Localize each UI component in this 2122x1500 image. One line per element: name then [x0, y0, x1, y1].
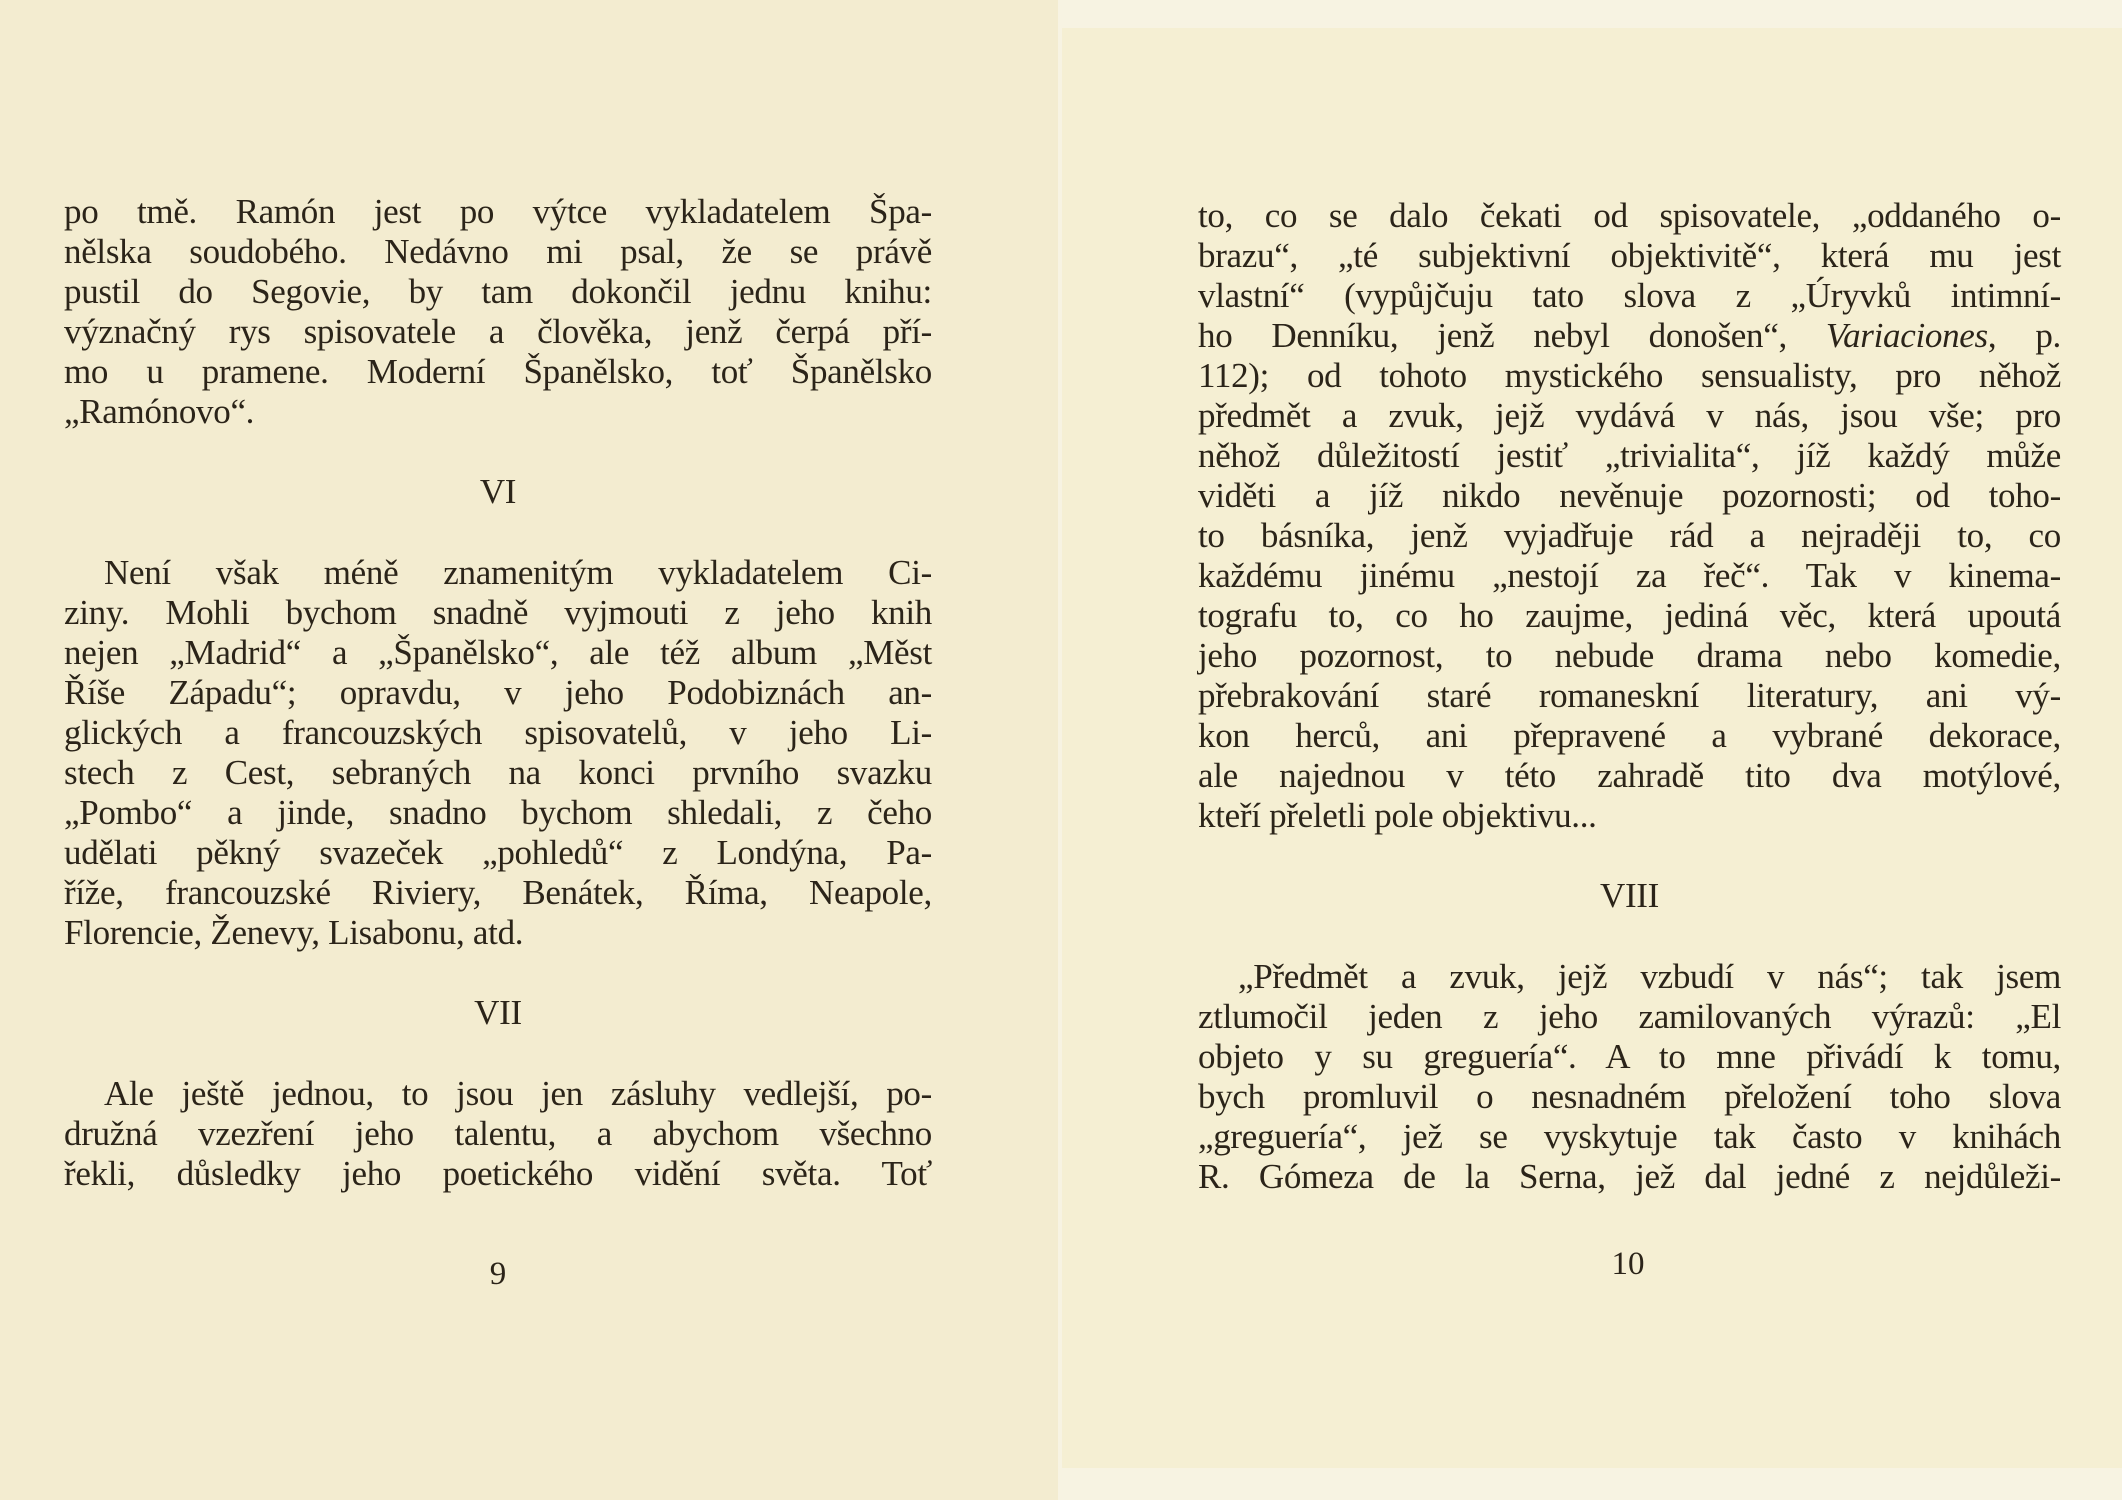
text-fragment: , p. — [1987, 316, 2061, 355]
text-line: po tmě. Ramón jest po výtce vykladatelem Špa- — [64, 192, 932, 231]
left-page — [0, 0, 1058, 1500]
text-line: Ale ještě jednou, to jsou jen zásluhy vedlejší, po- — [104, 1074, 932, 1113]
text-line: družná vzezření jeho talentu, a abychom všechno — [64, 1114, 932, 1153]
text-line: udělati pěkný svazeček „pohledů“ z Londýna, Pa- — [64, 833, 932, 872]
text-line: jeho pozornost, to nebude drama nebo komedie, — [1198, 636, 2061, 675]
text-line: 112); od tohoto mystického sensualisty, pro něhož — [1198, 356, 2061, 395]
text-line: objeto y su greguería“. A to mne přivádí k tomu, — [1198, 1037, 2061, 1076]
book-title-italic: Variaciones — [1825, 316, 1988, 355]
text-line: vlastní“ (vypůjčuju tato slova z „Úryvků intimní- — [1198, 276, 2061, 315]
text-line: bych promluvil o nesnadném přeložení toho slova — [1198, 1077, 2061, 1116]
text-line: ziny. Mohli bychom snadně vyjmouti z jeho knih — [64, 593, 932, 632]
paragraph — [1198, 196, 2061, 836]
text-line: „Ramónovo“. — [64, 392, 255, 431]
text-line: „Předmět a zvuk, jejž vzbudí v nás“; tak jsem — [1238, 957, 2061, 996]
text-line: ale najednou v této zahradě tito dva motýlové, — [1198, 756, 2061, 795]
text-line: Říše Západu“; opravdu, v jeho Podobiznách an- — [64, 673, 932, 712]
text-line: stech z Cest, sebraných na konci prvního svazku — [64, 753, 932, 792]
left-text-column — [64, 192, 932, 1194]
text-line: Florencie, Ženevy, Lisabonu, atd. — [64, 913, 524, 952]
text-line: pustil do Segovie, by tam dokončil jednu knihu: — [64, 272, 932, 311]
text-line: nělska soudobého. Nedávno mi psal, že se právě — [64, 232, 932, 271]
text-line: přebrakování staré romaneskní literatury, ani vý- — [1198, 676, 2061, 715]
text-line: to básníka, jenž vyjadřuje rád a nejraději to, co — [1198, 516, 2061, 555]
text-line: „Pombo“ a jinde, snadno bychom shledali, z čeho — [64, 793, 932, 832]
text-line: „greguería“, jež se vyskytuje tak často v knihách — [1198, 1117, 2061, 1156]
page-number: 10 — [1611, 1246, 1645, 1282]
text-line: to, co se dalo čekati od spisovatele, „oddaného o- — [1198, 196, 2061, 235]
page-number: 9 — [489, 1256, 507, 1292]
text-line: mo u pramene. Moderní Španělsko, toť Španělsko — [64, 352, 932, 391]
text-line: viděti a jíž nikdo nevěnuje pozornosti; od toho- — [1198, 476, 2061, 515]
text-line: kon herců, ani přepravené a vybrané dekorace, — [1198, 716, 2061, 755]
text-line: význačný rys spisovatele a člověka, jenž čerpá pří- — [64, 312, 932, 351]
text-line: ztlumočil jeden z jeho zamilovaných výrazů: „El — [1198, 997, 2061, 1036]
text-line: brazu“, „té subjektivní objektivitě“, která mu jest — [1198, 236, 2061, 275]
text-line: něhož důležitostí jestiť „trivialita“, jíž každý může — [1198, 436, 2061, 475]
text-line: nejen „Madrid“ a „Španělsko“, ale též album „Měst — [64, 633, 932, 672]
text-line: tografu to, co ho zaujme, jediná věc, která upoutá — [1198, 596, 2061, 635]
paragraph — [64, 553, 932, 953]
section-heading-vi: VI — [479, 472, 517, 511]
text-line: Není však méně znamenitým vykladatelem Ci- — [104, 553, 932, 592]
text-line: řekli, důsledky jeho poetického vidění světa. Toť — [64, 1154, 932, 1193]
section-heading-viii: VIII — [1599, 876, 1660, 915]
text-fragment: ho Denníku, jenž nebyl donošen“, — [1198, 316, 1826, 355]
paragraph — [64, 1074, 932, 1194]
text-line: říže, francouzské Riviery, Benátek, Říma, Neapole, — [64, 873, 932, 912]
right-text-column — [1198, 196, 2061, 1197]
right-page — [1062, 28, 2122, 1468]
text-line: R. Gómeza de la Serna, jež dal jedné z nejdůleži- — [1198, 1157, 2061, 1196]
text-line: každému jinému „nestojí za řeč“. Tak v kinema- — [1198, 556, 2061, 595]
paragraph — [64, 192, 932, 432]
paragraph — [1198, 957, 2061, 1197]
section-heading-vii: VII — [474, 993, 522, 1032]
text-line: glických a francouzských spisovatelů, v jeho Li- — [64, 713, 932, 752]
text-line: kteří přeletli pole objektivu... — [1198, 796, 1597, 835]
text-line: předmět a zvuk, jejž vydává v nás, jsou vše; pro — [1198, 396, 2061, 435]
text-line — [1198, 316, 2061, 356]
